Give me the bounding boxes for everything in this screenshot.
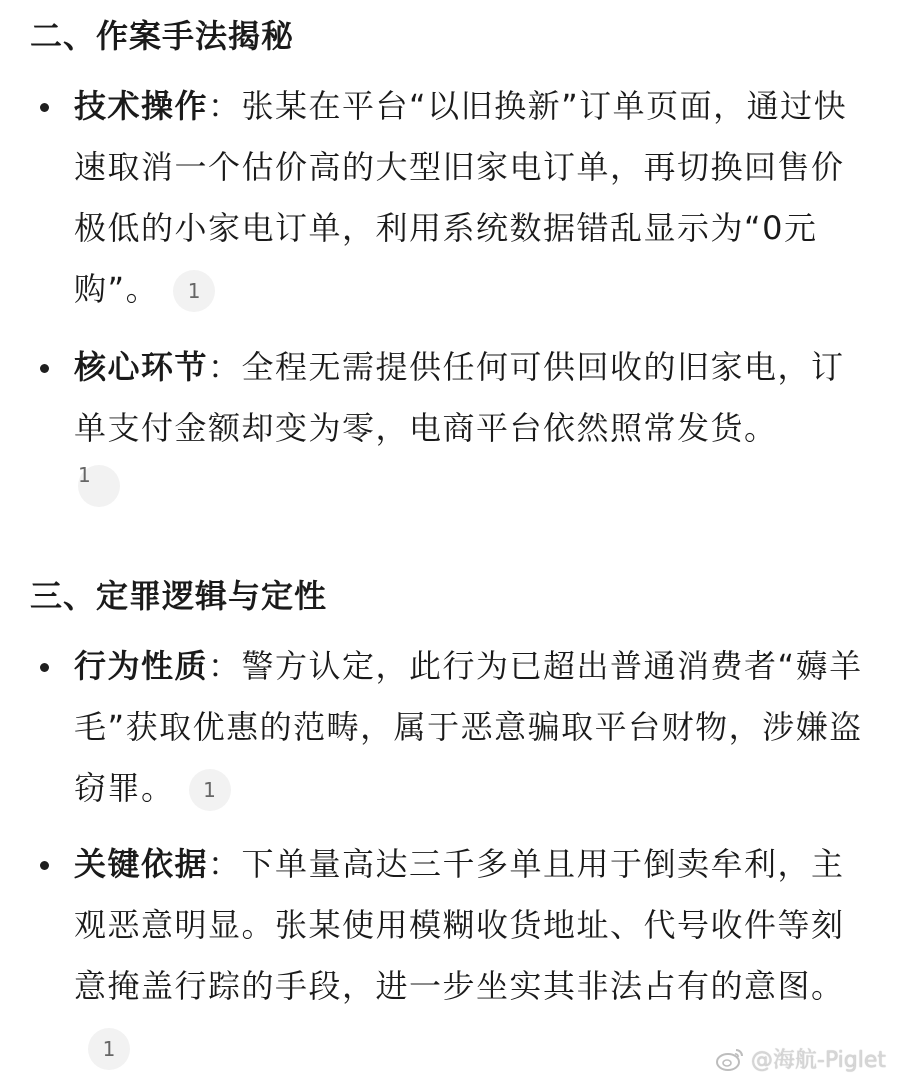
- list-item-label: 核心环节: [74, 348, 209, 386]
- list-item-key-evidence: [40, 834, 870, 1078]
- list-item-text: [74, 636, 870, 819]
- list-item-core-link: [40, 337, 870, 507]
- bullet-icon: [40, 103, 49, 112]
- list-item-body: ：全程无需提供任何可供回收的旧家电，订单支付金额却变为零，电商平台依然照常发货。: [74, 348, 845, 447]
- citation-badge[interactable]: 1: [88, 1028, 130, 1070]
- list-item-text: [74, 337, 870, 507]
- list-item-label: 技术操作: [74, 87, 209, 125]
- watermark: [715, 1043, 886, 1074]
- citation-badge[interactable]: 1: [189, 769, 231, 811]
- citation-badge[interactable]: 1: [173, 270, 215, 312]
- citation-badge[interactable]: 1: [78, 465, 120, 507]
- list-item-text: [74, 76, 870, 320]
- watermark-text: @海航-Piglet: [750, 1048, 886, 1073]
- list-item-nature-of-act: [40, 636, 870, 819]
- list-item-body: ：张某在平台“以旧换新”订单页面，通过快速取消一个估价高的大型旧家电订单，再切换回售价极低的小家电订单，利用系统数据错乱显示为“0元购”。: [74, 87, 848, 308]
- list-item-body: ：下单量高达三千多单且用于倒卖牟利，主观恶意明显。张某使用模糊收货地址、代号收件等刻意掩盖行踪的手段，进一步坐实其非法占有的意图。: [74, 845, 845, 1005]
- bullet-icon: [40, 861, 49, 870]
- section-heading-methods: 二、作案手法揭秘: [30, 17, 295, 55]
- list-item-label: 行为性质: [74, 647, 209, 685]
- section-heading-conviction-logic: 三、定罪逻辑与定性: [30, 577, 328, 615]
- list-item-label: 关键依据: [74, 845, 209, 883]
- list-item-technical-operation: [40, 76, 870, 320]
- list-item-body: ：警方认定，此行为已超出普通消费者“薅羊毛”获取优惠的范畴，属于恶意骗取平台财物，涉嫌盗窃罪。: [74, 647, 863, 807]
- bullet-icon: [40, 364, 49, 373]
- weibo-icon: [715, 1046, 745, 1072]
- list-item-text: [74, 834, 870, 1078]
- bullet-icon: [40, 663, 49, 672]
